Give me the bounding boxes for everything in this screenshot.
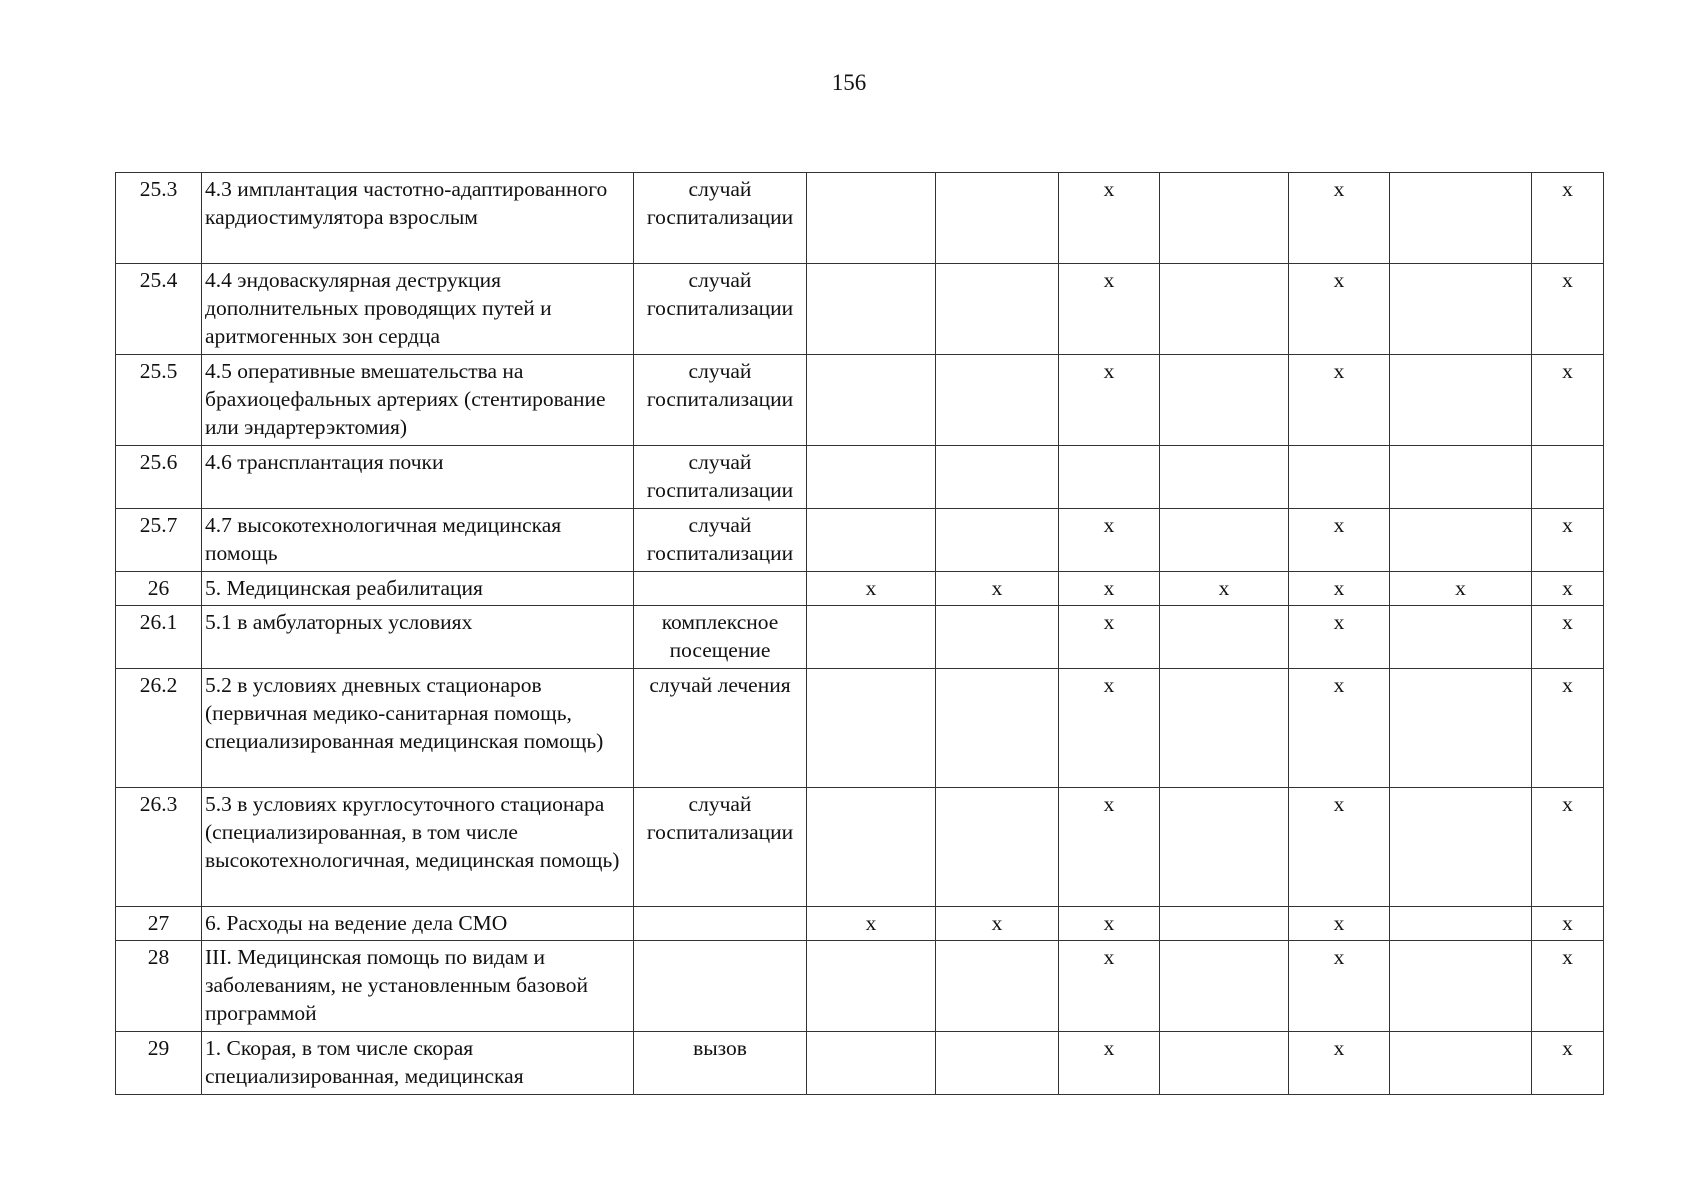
value-cell: х — [1390, 572, 1532, 606]
unit-cell — [634, 907, 807, 941]
value-cell: х — [936, 907, 1059, 941]
table-row — [116, 788, 1604, 907]
value-cell: х — [1289, 606, 1390, 669]
table-row — [116, 941, 1604, 1032]
value-cell — [936, 941, 1059, 1032]
value-cell: х — [1059, 572, 1160, 606]
value-cell: х — [1532, 1032, 1604, 1095]
table-row — [116, 669, 1604, 788]
value-cell: х — [1059, 788, 1160, 907]
value-cell: х — [1059, 907, 1160, 941]
value-cell: х — [1289, 941, 1390, 1032]
table-row — [116, 572, 1604, 606]
value-cell — [1289, 446, 1390, 509]
row-number-cell: 26.2 — [116, 669, 202, 788]
data-table — [115, 172, 1604, 1095]
value-cell — [1390, 446, 1532, 509]
value-cell — [1390, 788, 1532, 907]
value-cell: х — [1532, 355, 1604, 446]
row-number-cell: 25.4 — [116, 264, 202, 355]
value-cell — [1390, 907, 1532, 941]
value-cell: х — [1532, 264, 1604, 355]
value-cell — [936, 669, 1059, 788]
value-cell — [1059, 446, 1160, 509]
value-cell: х — [1059, 941, 1160, 1032]
row-number-cell: 25.7 — [116, 509, 202, 572]
value-cell: х — [1289, 264, 1390, 355]
row-number-cell: 25.3 — [116, 173, 202, 264]
value-cell: х — [1532, 907, 1604, 941]
row-number-cell: 29 — [116, 1032, 202, 1095]
value-cell — [807, 173, 936, 264]
value-cell — [1160, 173, 1289, 264]
value-cell — [1160, 1032, 1289, 1095]
value-cell — [807, 1032, 936, 1095]
unit-cell: случай госпитализации — [634, 173, 807, 264]
value-cell: х — [1059, 1032, 1160, 1095]
value-cell — [807, 446, 936, 509]
value-cell: х — [1289, 572, 1390, 606]
unit-cell: случай госпитализации — [634, 264, 807, 355]
value-cell: х — [1289, 1032, 1390, 1095]
value-cell — [1160, 788, 1289, 907]
value-cell: х — [1532, 941, 1604, 1032]
value-cell: х — [1532, 572, 1604, 606]
row-number-cell: 26.1 — [116, 606, 202, 669]
value-cell — [807, 606, 936, 669]
row-name-cell: 4.5 оперативные вмешательства на брахиоцефальных артериях (стентирование или эндартерэктомия) — [202, 355, 634, 446]
table-row — [116, 446, 1604, 509]
value-cell: х — [1289, 509, 1390, 572]
value-cell — [1390, 669, 1532, 788]
value-cell — [936, 264, 1059, 355]
value-cell — [1160, 509, 1289, 572]
value-cell — [1390, 1032, 1532, 1095]
value-cell: х — [1059, 264, 1160, 355]
value-cell — [1160, 941, 1289, 1032]
value-cell: х — [1532, 509, 1604, 572]
value-cell — [1160, 446, 1289, 509]
unit-cell — [634, 572, 807, 606]
row-name-cell: 6. Расходы на ведение дела СМО — [202, 907, 634, 941]
value-cell — [936, 1032, 1059, 1095]
row-name-cell: III. Медицинская помощь по видам и заболеваниям, не установленным базовой программой — [202, 941, 634, 1032]
unit-cell: случай госпитализации — [634, 446, 807, 509]
row-number-cell: 26.3 — [116, 788, 202, 907]
value-cell: х — [1532, 173, 1604, 264]
row-number-cell: 25.5 — [116, 355, 202, 446]
value-cell — [807, 509, 936, 572]
value-cell — [936, 355, 1059, 446]
value-cell — [1390, 941, 1532, 1032]
value-cell: х — [1160, 572, 1289, 606]
value-cell: х — [807, 572, 936, 606]
value-cell — [936, 788, 1059, 907]
row-name-cell: 1. Скорая, в том числе скорая специализированная, медицинская — [202, 1032, 634, 1095]
row-number-cell: 27 — [116, 907, 202, 941]
table-row — [116, 355, 1604, 446]
table-row — [116, 907, 1604, 941]
value-cell — [807, 788, 936, 907]
value-cell: х — [1532, 606, 1604, 669]
unit-cell — [634, 941, 807, 1032]
value-cell: х — [1532, 669, 1604, 788]
value-cell — [1390, 606, 1532, 669]
row-name-cell: 5.3 в условиях круглосуточного стационара (специализированная, в том числе высокотехнологичная, медицинская помощь) — [202, 788, 634, 907]
row-name-cell: 5. Медицинская реабилитация — [202, 572, 634, 606]
row-name-cell: 5.2 в условиях дневных стационаров (первичная медико-санитарная помощь, специализированная медицинская помощь) — [202, 669, 634, 788]
value-cell: х — [1289, 907, 1390, 941]
unit-cell: случай лечения — [634, 669, 807, 788]
value-cell — [807, 264, 936, 355]
table-row — [116, 264, 1604, 355]
page-number: 156 — [831, 70, 867, 95]
value-cell — [1160, 264, 1289, 355]
value-cell — [807, 355, 936, 446]
value-cell: х — [1059, 173, 1160, 264]
value-cell — [1390, 509, 1532, 572]
value-cell — [936, 606, 1059, 669]
value-cell — [807, 669, 936, 788]
table-body — [116, 173, 1604, 1095]
unit-cell: комплексное посещение — [634, 606, 807, 669]
value-cell — [936, 446, 1059, 509]
table-row — [116, 1032, 1604, 1095]
table-row — [116, 509, 1604, 572]
value-cell: х — [1059, 355, 1160, 446]
unit-cell: случай госпитализации — [634, 355, 807, 446]
value-cell: х — [1289, 669, 1390, 788]
value-cell — [1532, 446, 1604, 509]
value-cell — [1390, 355, 1532, 446]
value-cell: х — [1289, 788, 1390, 907]
value-cell: х — [936, 572, 1059, 606]
row-name-cell: 5.1 в амбулаторных условиях — [202, 606, 634, 669]
value-cell: х — [1059, 509, 1160, 572]
value-cell — [1390, 264, 1532, 355]
unit-cell: вызов — [634, 1032, 807, 1095]
row-name-cell: 4.6 трансплантация почки — [202, 446, 634, 509]
row-number-cell: 26 — [116, 572, 202, 606]
value-cell — [807, 941, 936, 1032]
value-cell: х — [1059, 669, 1160, 788]
value-cell: х — [1289, 355, 1390, 446]
value-cell: х — [807, 907, 936, 941]
value-cell — [1390, 173, 1532, 264]
value-cell: х — [1289, 173, 1390, 264]
value-cell: х — [1059, 606, 1160, 669]
unit-cell: случай госпитализации — [634, 788, 807, 907]
value-cell — [1160, 606, 1289, 669]
value-cell: х — [1532, 788, 1604, 907]
table-row — [116, 606, 1604, 669]
row-name-cell: 4.3 имплантация частотно-адаптированного кардиостимулятора взрослым — [202, 173, 634, 264]
value-cell — [1160, 907, 1289, 941]
unit-cell: случай госпитализации — [634, 509, 807, 572]
value-cell — [1160, 355, 1289, 446]
row-name-cell: 4.4 эндоваскулярная деструкция дополнительных проводящих путей и аритмогенных зон сердца — [202, 264, 634, 355]
row-name-cell: 4.7 высокотехнологичная медицинская помощь — [202, 509, 634, 572]
row-number-cell: 25.6 — [116, 446, 202, 509]
value-cell — [1160, 669, 1289, 788]
table-row — [116, 173, 1604, 264]
value-cell — [936, 173, 1059, 264]
row-number-cell: 28 — [116, 941, 202, 1032]
value-cell — [936, 509, 1059, 572]
